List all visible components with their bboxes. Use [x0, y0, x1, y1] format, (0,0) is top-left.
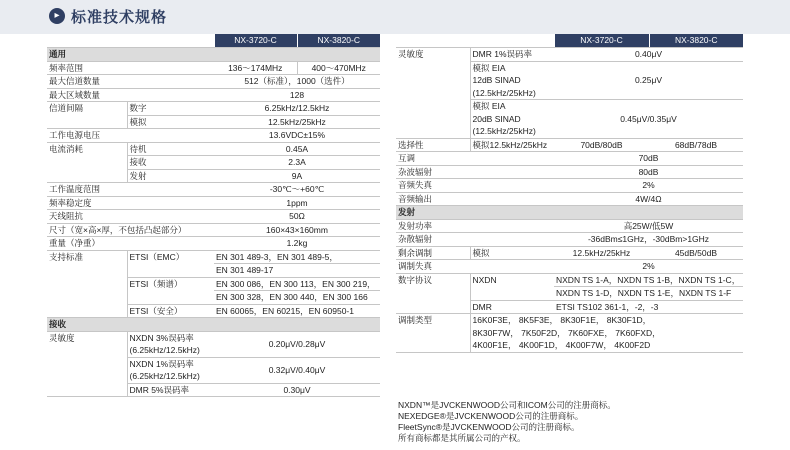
table-row: [396, 273, 743, 287]
spec-value: 68dB/78dB: [649, 138, 743, 152]
spec-value: 6.25kHz/12.5kHz: [214, 102, 380, 116]
spec-value: 高25W/低5W: [554, 219, 743, 233]
spec-sublabel: DMR: [470, 300, 554, 314]
table-row: [47, 61, 380, 75]
spec-sublabel: (6.25kHz/12.5kHz): [127, 344, 214, 357]
table-row: [396, 138, 743, 152]
spec-label: 信道间隔: [47, 102, 127, 129]
table-row: [47, 75, 380, 89]
table-row: [47, 210, 380, 224]
modulation-code: 7K60FXE，: [567, 327, 613, 338]
spec-sublabel: ETSI（安全）: [127, 304, 214, 318]
spec-value: 0.40μV: [554, 48, 743, 62]
spec-value: EN 60065，EN 60215，EN 60950-1: [214, 304, 380, 318]
page-title: 标准技术规格: [71, 9, 168, 26]
spec-label: 调制失真: [396, 260, 554, 274]
spec-value: 2%: [554, 260, 743, 274]
spec-value: 400～470MHz: [297, 61, 380, 75]
spec-value: 2%: [554, 179, 743, 193]
modulation-code: 8K30F1E，: [560, 315, 605, 325]
note-line: FleetSync®是JVCKENWOOD公司的注册商标。: [398, 422, 580, 432]
table-row: [396, 179, 743, 193]
spec-sublabel: ETSI（频谱）: [127, 277, 214, 304]
table-row: [396, 260, 743, 274]
spec-label: 选择性: [396, 138, 470, 152]
spec-value: EN 300 328，EN 300 440，EN 300 166: [214, 291, 380, 305]
spec-label: 电流消耗: [47, 142, 127, 183]
note-line: NEXEDGE®是JVCKENWOOD公司的注册商标。: [398, 411, 584, 421]
table-row: [47, 129, 380, 143]
spec-label: 工作温度范围: [47, 183, 214, 197]
section-general: 通用: [47, 48, 380, 62]
section-receive: 接收: [47, 318, 380, 332]
table-row: [47, 183, 380, 197]
spec-value: 1.2kg: [214, 237, 380, 251]
spec-label: 调制类型: [396, 314, 470, 353]
spec-sublabel: 模拟: [127, 115, 214, 129]
spec-value: 2.3A: [214, 156, 380, 170]
spec-sublabel: 模拟 EIA: [470, 100, 554, 113]
spec-label: 杂散辐射: [396, 233, 554, 247]
table-row: [47, 196, 380, 210]
table-header-row: [396, 34, 743, 48]
table-row: [47, 250, 380, 264]
spec-label: 天线阻抗: [47, 210, 214, 224]
spec-value: 1ppm: [214, 196, 380, 210]
spec-value: 9A: [214, 169, 380, 183]
modulation-code: 16K0F3E，: [472, 315, 517, 325]
table-row: [396, 192, 743, 206]
spec-label: 频率稳定度: [47, 196, 214, 210]
spec-value: 12.5kHz/25kHz: [554, 246, 649, 260]
spec-label: 剩余调制: [396, 246, 470, 260]
note-line: 所有商标都是其所属公司的产权。: [398, 433, 526, 443]
spec-sublabel: (12.5kHz/25kHz): [470, 125, 554, 138]
spec-value: 512（标准），1000（选件）: [214, 75, 380, 89]
spec-value: -30℃～+60℃: [214, 183, 380, 197]
model-header: NX-3820-C: [649, 34, 743, 48]
table-row: [47, 331, 380, 344]
spec-label: 灵敏度: [47, 331, 127, 397]
spec-value: 50Ω: [214, 210, 380, 224]
spec-value: 45dB/50dB: [649, 246, 743, 260]
model-header: NX-3720-C: [554, 34, 649, 48]
spec-sublabel: 数字: [127, 102, 214, 116]
spec-label: 杂波辐射: [396, 165, 554, 179]
modulation-code: 4K00F1D，: [518, 340, 564, 350]
table-row: [396, 233, 743, 247]
modulation-code: 8K30F1D，: [606, 315, 652, 325]
spec-value: 0.25μV: [554, 61, 743, 100]
table-row: [396, 246, 743, 260]
spec-value: NXDN TS 1-D，NXDN TS 1-E，NXDN TS 1-F: [554, 287, 743, 301]
spec-value: NXDN TS 1-A，NXDN TS 1-B，NXDN TS 1-C，: [554, 273, 743, 287]
spec-value: 0.32μV/0.40μV: [214, 357, 380, 383]
spec-label: 音频输出: [396, 192, 554, 206]
modulation-code: 4K00F1E，: [472, 340, 517, 350]
table-row: [47, 223, 380, 237]
spec-value: 4W/4Ω: [554, 192, 743, 206]
spec-value: 136～174MHz: [214, 61, 297, 75]
spec-sublabel: (12.5kHz/25kHz): [470, 87, 554, 100]
note-line: NXDN™是JVCKENWOOD公司和ICOM公司的注册商标。: [398, 400, 616, 410]
spec-label: 尺寸（宽×高×厚，不包括凸起部分）: [47, 223, 214, 237]
spec-label: 音频失真: [396, 179, 554, 193]
spec-value: 0.30μV: [214, 383, 380, 397]
table-row: [396, 219, 743, 233]
circle-arrow-right-icon: ▸: [49, 8, 65, 24]
spec-sublabel: 发射: [127, 169, 214, 183]
modulation-code: 8K30F7W，: [472, 327, 519, 338]
modulation-code: 4K00F7W，: [565, 340, 612, 350]
spec-label: 频率范围: [47, 61, 214, 75]
spec-sublabel: NXDN 1%误码率: [127, 357, 214, 370]
spec-value: 13.6VDC±15%: [214, 129, 380, 143]
spec-value: EN 301 489-17: [214, 264, 380, 278]
spec-label: 支持标准: [47, 250, 127, 318]
spec-sublabel: (6.25kHz/12.5kHz): [127, 370, 214, 383]
spec-value: EN 300 086，EN 300 113，EN 300 219，: [214, 277, 380, 291]
spec-label: 发射功率: [396, 219, 554, 233]
spec-label: 工作电源电压: [47, 129, 214, 143]
spec-label: 最大区域数量: [47, 88, 214, 102]
modulation-line: [470, 339, 743, 352]
modulation-code: 7K50F2D，: [521, 327, 566, 338]
trademark-notes: [398, 400, 616, 444]
spec-value: 0.45μV/0.35μV: [554, 100, 743, 139]
left-spec-table: [47, 34, 380, 397]
spec-value: EN 301 489-3，EN 301 489-5，: [214, 250, 380, 264]
spec-value: 12.5kHz/25kHz: [214, 115, 380, 129]
table-header-row: [47, 34, 380, 48]
spec-value: 160×43×160mm: [214, 223, 380, 237]
spec-sublabel: 20dB SINAD: [470, 113, 554, 126]
spec-value: 80dB: [554, 165, 743, 179]
spec-value: 70dB/80dB: [554, 138, 649, 152]
spec-sublabel: 模拟12.5kHz/25kHz: [470, 138, 554, 152]
modulation-line: [470, 314, 743, 327]
spec-sublabel: DMR 1%误码率: [470, 48, 554, 62]
spec-sublabel: DMR 5%误码率: [127, 383, 214, 397]
right-spec-table: [396, 34, 743, 353]
spec-value: 0.20μV/0.28μV: [214, 331, 380, 357]
spec-label: 互调: [396, 152, 554, 166]
table-row: [47, 102, 380, 116]
spec-label: 灵敏度: [396, 48, 470, 139]
spec-label: 数字协议: [396, 273, 470, 314]
spec-value: 0.45A: [214, 142, 380, 156]
table-row: [396, 48, 743, 62]
spec-value: 128: [214, 88, 380, 102]
spec-label: 重量（净重）: [47, 237, 214, 251]
table-row: [396, 165, 743, 179]
spec-value: 70dB: [554, 152, 743, 166]
model-header: NX-3820-C: [297, 34, 380, 48]
spec-sublabel: 接收: [127, 156, 214, 170]
spec-label: 最大信道数量: [47, 75, 214, 89]
modulation-code: 8K5F3E，: [518, 315, 559, 325]
modulation-code: 4K00F2D: [614, 340, 651, 350]
modulation-line: [470, 327, 743, 340]
spec-sublabel: NXDN: [470, 273, 554, 300]
spec-value: -36dBm≤1GHz，-30dBm>1GHz: [554, 233, 743, 247]
spec-sublabel: ETSI（EMC）: [127, 250, 214, 277]
section-transmit: 发射: [396, 206, 743, 220]
spec-sublabel: 12dB SINAD: [470, 74, 554, 87]
page-header: [0, 0, 790, 34]
modulation-code: 7K60FXD，: [615, 327, 661, 338]
spec-value: ETSI TS102 361-1，-2，-3: [554, 300, 743, 314]
table-row: [47, 142, 380, 156]
spec-sublabel: 模拟 EIA: [470, 61, 554, 74]
spec-sublabel: 模拟: [470, 246, 554, 260]
spec-sublabel: 待机: [127, 142, 214, 156]
spec-sublabel: NXDN 3%误码率: [127, 331, 214, 344]
model-header: NX-3720-C: [214, 34, 297, 48]
table-row: [47, 237, 380, 251]
table-row: [396, 152, 743, 166]
table-row: [47, 88, 380, 102]
table-row: [396, 314, 743, 327]
